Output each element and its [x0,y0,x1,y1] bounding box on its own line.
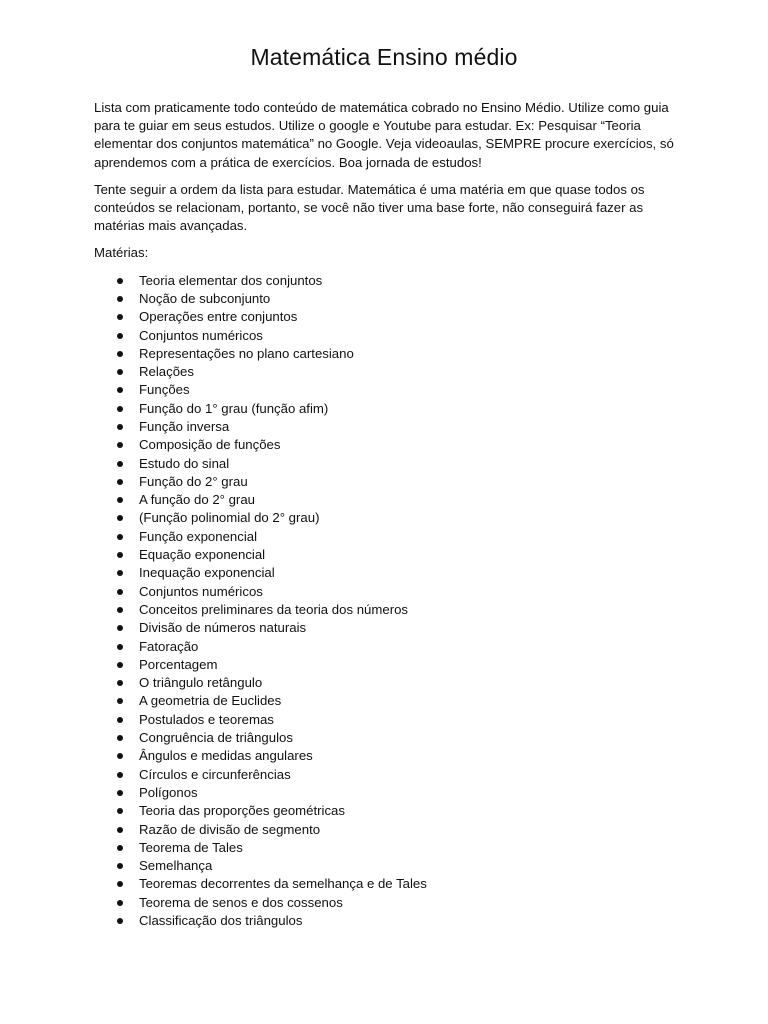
list-item-text: Postulados e teoremas [139,711,274,727]
list-item [94,729,676,747]
list-item-text: Função do 1° grau (função afim) [139,400,329,416]
bullet-icon [117,662,123,668]
list-item-text: Função inversa [139,419,230,434]
list-item [94,509,676,527]
list-item-text: Teorema de Tales [139,839,243,855]
list-item-text: Ângulos e medidas angulares [139,748,313,764]
list-item-text: Função exponencial [139,528,258,544]
list-item-text: A função do 2° grau [139,492,255,508]
bullet-icon [117,296,123,302]
list-item [94,418,676,436]
list-item [94,839,676,857]
bullet-icon [117,881,123,887]
list-item-text: A geometria de Euclides [139,693,282,709]
intro-paragraph: Lista com praticamente todo conteúdo de matemática cobrado no Ensino Médio. Utilize como guia para te guiar em seus estudos. Utilize o google e Youtube para estudar. Ex: Pesquisar “Teoria elementar dos conjuntos matemática” no Google. Veja videoaulas, SEMPRE procure exercícios, só aprendemos com a prática de exercícios. Boa jornada de estudos! [94,100,674,170]
list-item [94,473,676,491]
list-item [94,436,676,454]
bullet-icon [117,625,123,631]
list-item [94,802,676,820]
list-item [94,747,676,765]
bullet-icon [117,351,123,357]
list-item-text: O triângulo retângulo [139,675,263,691]
list-item [94,875,676,893]
list-item-text: Funções [139,382,190,398]
bullet-icon [117,497,123,503]
bullet-icon [117,515,123,521]
list-item [94,821,676,839]
bullet-icon [117,278,123,284]
list-item-text: Fatoração [139,638,199,654]
list-item-text: Equação exponencial [139,547,266,563]
list-item-text: Semelhança [139,858,213,874]
list-item [94,857,676,875]
list-item-text: Representações no plano cartesiano [139,345,354,361]
list-item [94,381,676,399]
list-item [94,638,676,656]
list-item [94,345,676,363]
list-item [94,894,676,912]
list-item [94,583,676,601]
list-item [94,912,676,930]
topics-list [94,272,676,931]
bullet-icon [117,406,123,412]
list-item [94,327,676,345]
bullet-icon [117,479,123,485]
topics-label: Matérias: [94,245,149,261]
list-item [94,766,676,784]
bullet-icon [117,424,123,430]
list-item-text: (Função polinomial do 2° grau) [139,510,320,526]
list-item [94,272,676,290]
list-item-text: Função do 2° grau [139,473,248,489]
list-item [94,656,676,674]
list-item-text: Congruência de triângulos [139,730,293,746]
list-item-text: Relações [139,364,194,380]
list-item-text: Conceitos preliminares da teoria dos números [139,601,409,617]
bullet-icon [117,827,123,833]
list-item-text: Conjuntos numéricos [139,327,263,343]
bullet-icon [117,607,123,613]
bullet-icon [117,918,123,924]
bullet-icon [117,735,123,741]
list-item [94,491,676,509]
bullet-icon [117,753,123,759]
bullet-icon [117,570,123,576]
bullet-icon [117,790,123,796]
list-item [94,528,676,546]
bullet-icon [117,534,123,540]
bullet-icon [117,900,123,906]
list-item-text: Composição de funções [139,437,281,453]
list-item-text: Noção de subconjunto [139,290,271,306]
list-item-text: Círculos e circunferências [139,766,291,782]
order-paragraph: Tente seguir a ordem da lista para estudar. Matemática é uma matéria em que quase todos os conteúdos se relacionam, portanto, se você não tiver uma base forte, não conseguirá fazer as matérias mais avançadas. [94,181,645,234]
list-item-text: Conjuntos numéricos [139,583,263,599]
list-item-text: Razão de divisão de segmento [139,821,321,837]
list-item-text: Teoria das proporções geométricas [139,803,345,819]
list-item-text: Porcentagem [139,656,218,672]
bullet-icon [117,863,123,869]
bullet-icon [117,387,123,393]
bullet-icon [117,845,123,851]
list-item-text: Divisão de números naturais [139,620,307,636]
list-item [94,601,676,619]
list-item [94,784,676,802]
document-body [94,99,676,930]
list-item [94,692,676,710]
bullet-icon [117,369,123,375]
list-item [94,308,676,326]
list-item [94,711,676,729]
bullet-icon [117,442,123,448]
list-item-text: Polígonos [139,784,198,800]
bullet-icon [117,772,123,778]
list-item-text: Estudo do sinal [139,455,230,471]
list-item [94,674,676,692]
list-item [94,455,676,473]
bullet-icon [117,589,123,595]
list-item [94,619,676,637]
bullet-icon [117,717,123,723]
list-item [94,400,676,418]
list-item [94,363,676,381]
bullet-icon [117,698,123,704]
list-item-text: Operações entre conjuntos [139,309,298,325]
bullet-icon [117,552,123,558]
bullet-icon [117,680,123,686]
bullet-icon [117,644,123,650]
bullet-icon [117,333,123,339]
list-item-text: Classificação dos triângulos [139,913,303,929]
list-item-text: Teoria elementar dos conjuntos [139,272,323,288]
list-item [94,546,676,564]
bullet-icon [117,461,123,467]
bullet-icon [117,808,123,814]
list-item-text: Inequação exponencial [139,565,275,581]
list-item [94,290,676,308]
list-item-text: Teorema de senos e dos cossenos [139,894,343,910]
bullet-icon [117,314,123,320]
list-item-text: Teoremas decorrentes da semelhança e de Tales [139,876,427,892]
document-title: Matemática Ensino médio [250,44,518,70]
list-item [94,564,676,582]
